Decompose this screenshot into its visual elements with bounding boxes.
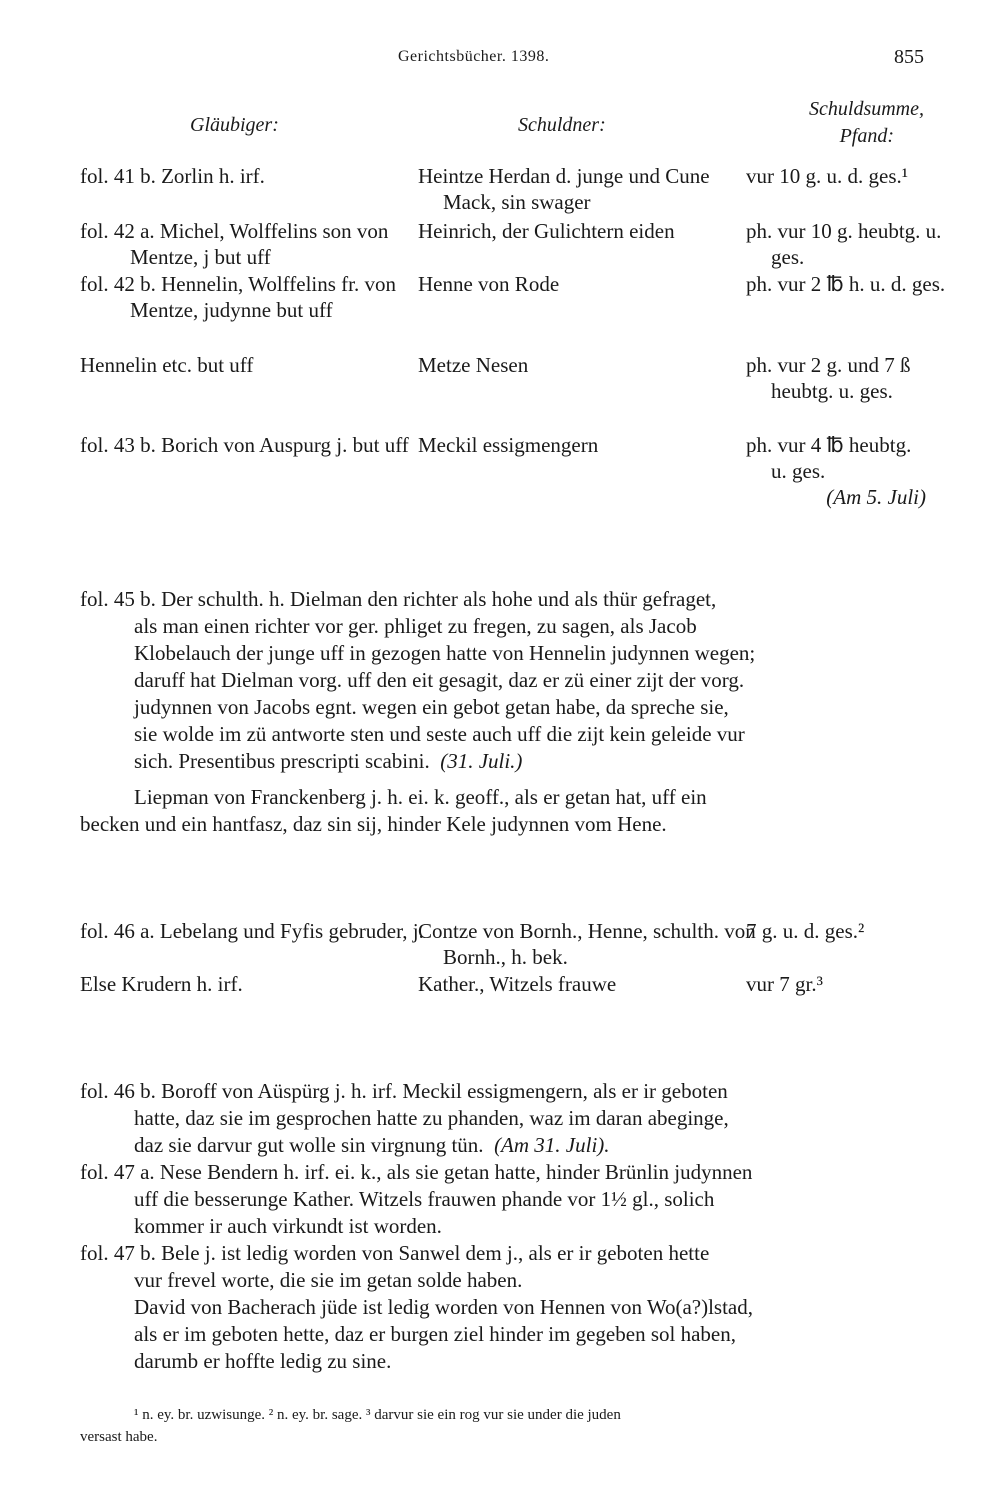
- text-line-last: [80, 748, 926, 775]
- amount-cell: vur 10 g. u. d. ges.¹: [746, 164, 909, 188]
- text-line: vur frevel worte, die sie im getan solde haben.: [134, 1268, 523, 1292]
- footnote-line: ¹ n. ey. br. uzwisunge. ² n. ey. br. sage. ³ darvur sie ein rog vur sie under die juden: [134, 1407, 621, 1423]
- text-line: becken und ein hantfasz, daz sin sij, hinder Kele judynnen vom Hene.: [80, 812, 667, 836]
- entry-paragraph: [80, 1078, 926, 1159]
- header-schuldsumme-line1: Schuldsumme,: [809, 98, 924, 120]
- amount-cell: ph. vur 10 g. heubtg. u. ges.: [746, 219, 942, 269]
- amount-text: ph. vur 4 ℔ heubtg. u. ges.: [746, 433, 912, 483]
- debtor-cell: Contze von Bornh., Henne, schulth. von Bornh., h. bek.: [418, 919, 756, 969]
- text-line: Klobelauch der junge uff in gezogen hatte von Hennelin judynnen wegen;: [134, 641, 756, 665]
- text-line: als man einen richter vor ger. phliget zu fregen, zu sagen, als Jacob: [134, 614, 697, 638]
- text-line: fol. 47 b. Bele j. ist ledig worden von Sanwel dem j., als er ir geboten hette: [80, 1241, 710, 1265]
- text-line: daruff hat Dielman vorg. uff den eit gesagit, daz er zü einer zijt der vorg.: [134, 668, 745, 692]
- entry-paragraph: [80, 586, 926, 775]
- creditor-cell: fol. 41 b. Zorlin h. irf.: [80, 164, 265, 188]
- amount-cell: ph. vur 2 g. und 7 ß heubtg. u. ges.: [746, 353, 911, 403]
- entry-date: (Am 31. Juli).: [494, 1133, 610, 1157]
- running-head: [0, 46, 1000, 74]
- debtor-cell: Kather., Witzels frauwe: [418, 972, 617, 996]
- entry-paragraph: [80, 1159, 926, 1240]
- text-line: judynnen von Jacobs egnt. wegen ein gebot getan habe, da spreche sie,: [134, 695, 729, 719]
- creditor-cell: fol. 42 a. Michel, Wolffelins son von Mentze, j but uff: [80, 219, 389, 269]
- header-pfand: Pfand:: [839, 125, 894, 147]
- header-schuldsumme: [809, 96, 924, 150]
- debtor-cell: Henne von Rode: [418, 272, 560, 296]
- text-line: uff die besserunge Kather. Witzels frauwen phande vor 1½ gl., solich: [134, 1187, 715, 1211]
- text-line: hatte, daz sie im gesprochen hatte zu phanden, waz im daran abeginge,: [134, 1106, 729, 1130]
- amount-cell: ph. vur 2 ℔ h. u. d. ges.: [746, 272, 946, 296]
- text-line: David von Bacherach jüde ist ledig worden von Hennen von Wo(a?)lstad,: [134, 1295, 753, 1319]
- creditor-cell: Else Krudern h. irf.: [80, 972, 243, 996]
- entry-paragraph: [80, 1240, 926, 1375]
- amount-cell: vur 7 gr.³: [746, 972, 823, 996]
- text-line: kommer ir auch virkundt ist worden.: [134, 1214, 442, 1238]
- entry-date: (31. Juli.): [440, 749, 523, 773]
- text-line: darumb er hoffte ledig zu sine.: [134, 1349, 392, 1373]
- text-line-last: [80, 1132, 926, 1159]
- debtor-cell: Heintze Herdan d. junge und Cune Mack, sin swager: [418, 164, 710, 214]
- footnote-line: versast habe.: [80, 1429, 158, 1445]
- debtor-cell: Heinrich, der Gulichtern eiden: [418, 219, 675, 243]
- debtor-cell: Meckil essigmengern: [418, 433, 599, 457]
- creditor-cell: fol. 42 b. Hennelin, Wolffelins fr. von Mentze, judynne but uff: [80, 272, 396, 322]
- text-line: fol. 45 b. Der schulth. h. Dielman den richter als hohe und als thür gefraget,: [80, 587, 717, 611]
- text-line: sie wolde im zü antworte sten und seste auch uff die zijt kein geleide vur: [134, 722, 745, 746]
- creditor-cell: fol. 43 b. Borich von Auspurg j. but uff: [80, 433, 409, 457]
- text-line: Liepman von Franckenberg j. h. ei. k. geoff., als er getan hat, uff ein: [134, 785, 707, 809]
- text-line: als er im geboten hette, daz er burgen ziel hinder im gegeben sol haben,: [134, 1322, 736, 1346]
- footnotes: [80, 1404, 926, 1448]
- text-line: fol. 46 b. Boroff von Aüspürg j. h. irf. Meckil essigmengern, als er ir geboten: [80, 1079, 728, 1103]
- text-line: fol. 47 a. Nese Bendern h. irf. ei. k., als sie getan hatte, hinder Brünlin judynnen: [80, 1160, 753, 1184]
- entry-date: (Am 5. Juli): [826, 485, 926, 509]
- page-number: 855: [894, 46, 924, 68]
- debtor-cell: Metze Nesen: [418, 353, 529, 377]
- header-schuldner: Schuldner:: [518, 114, 606, 136]
- entry-paragraph: [80, 784, 926, 838]
- amount-cell: [746, 432, 926, 510]
- running-title: Gerichtsbücher. 1398.: [398, 48, 550, 65]
- text-fragment: daz sie darvur gut wolle sin virgnung tün.: [134, 1133, 484, 1157]
- text-fragment: sich. Presentibus prescripti scabini.: [134, 749, 430, 773]
- creditor-cell: fol. 46 a. Lebelang und Fyfis gebruder, j.: [80, 919, 424, 943]
- header-glaeubiger: Gläubiger:: [190, 114, 279, 136]
- creditor-cell: Hennelin etc. but uff: [80, 353, 254, 377]
- amount-cell: 7 g. u. d. ges.²: [746, 919, 865, 943]
